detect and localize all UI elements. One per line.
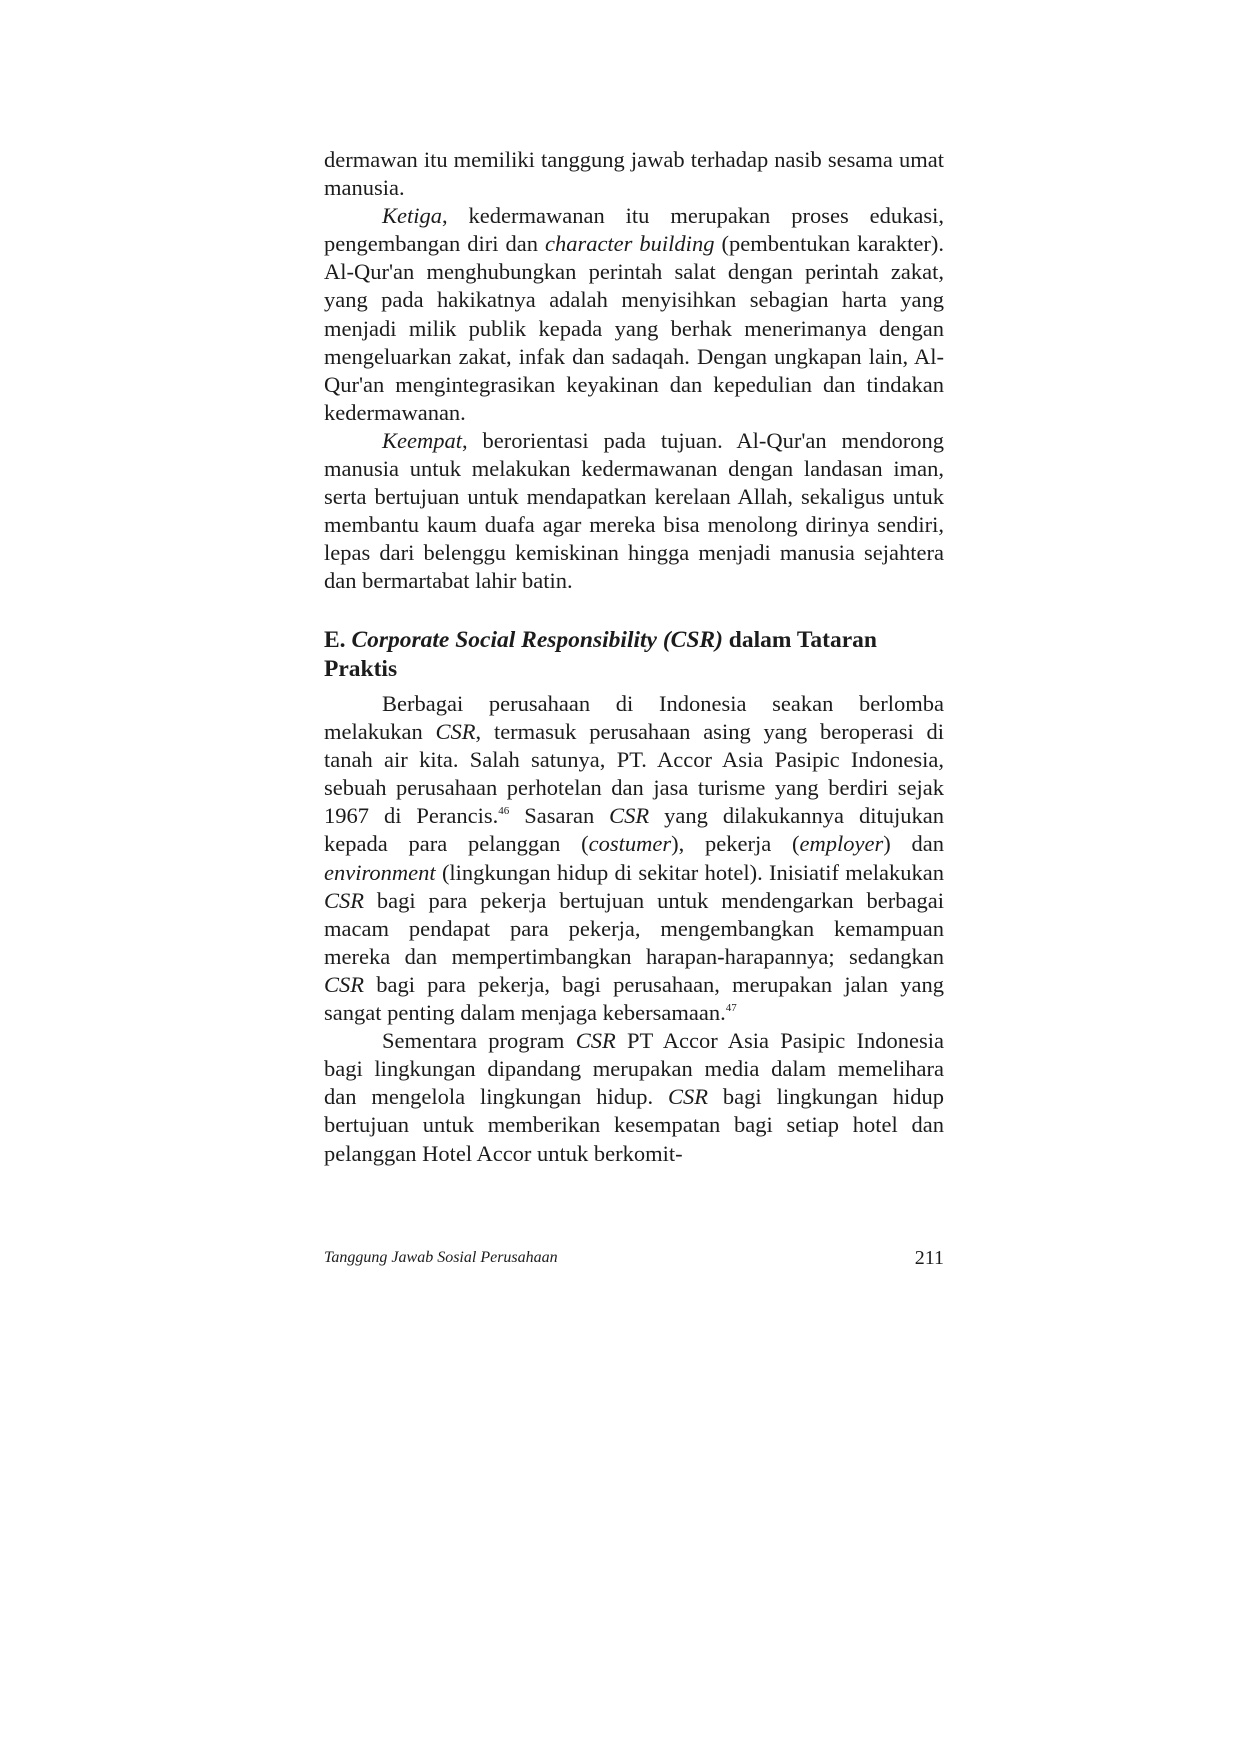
p4-i6: CSR xyxy=(324,887,365,913)
heading-suffix: dalam Tataran Praktis xyxy=(324,627,877,682)
paragraph-2-text-a: , kedermawanan itu merupakan proses edukasi, pengembangan diri dan xyxy=(324,203,944,257)
p4-t9: bagi para pekerja, bagi perusahaan, merupakan jalan yang sangat penting dalam menjaga kebersamaan. xyxy=(324,971,944,1026)
paragraph-1-text: dermawan itu memiliki tanggung jawab terhadap nasib sesama umat manusia. xyxy=(324,147,944,201)
section-e-body xyxy=(324,690,944,1168)
page-footer xyxy=(324,1245,944,1271)
p4-t4: yang dilakukannya ditujukan kepada para pelanggan ( xyxy=(324,803,944,857)
heading-italic: Corporate Social Responsibility (CSR) xyxy=(351,627,723,653)
paragraph-5 xyxy=(324,1027,944,1167)
p4-t3: Sasaran xyxy=(509,803,610,829)
paragraph-3-text: , berorientasi pada tujuan. Al-Qur'an mendorong manusia untuk melakukan kedermawanan dengan landasan iman, serta bertujuan untuk mendapatkan kerelaan Allah, sekaligus untuk membantu kaum duafa agar mereka bisa menolong dirinya sendiri, lepas dari belenggu kemiskinan hingga menjadi manusia sejahtera dan bermartabat lahir batin. xyxy=(324,427,944,594)
paragraph-2-italic: character building xyxy=(544,231,715,257)
heading-prefix: E. xyxy=(324,627,352,653)
p4-t2: , termasuk perusahaan asing yang beroperasi di tanah air kita. Salah satunya, PT. Accor Asia Pasipic Indonesia, sebuah perusahaan perhotelan dan jasa turisme yang berdiri sejak 1967 di Perancis. xyxy=(324,719,945,829)
p4-i4: employer xyxy=(799,831,884,857)
section-heading-e xyxy=(324,626,944,683)
p4-t1: Berbagai perusahaan di Indonesia seakan berlomba melakukan xyxy=(324,691,944,745)
section-d-continuation xyxy=(324,146,944,596)
p4-i7: CSR xyxy=(324,971,365,997)
p4-i5: environment xyxy=(324,859,436,885)
p5-i1: CSR xyxy=(575,1028,616,1054)
paragraph-4 xyxy=(324,690,944,1027)
p4-t7: (lingkungan hidup di sekitar hotel). Inisiatif melakukan xyxy=(435,859,944,885)
footnote-ref-47: 47 xyxy=(725,1002,737,1015)
p4-i3: costumer xyxy=(588,831,672,857)
running-footer-title: Tanggung Jawab Sosial Perusahaan xyxy=(324,1249,558,1266)
p5-t1: Sementara program xyxy=(382,1028,576,1054)
paragraph-2 xyxy=(324,202,944,427)
p5-i2: CSR xyxy=(668,1084,709,1110)
p4-i2: CSR xyxy=(609,803,650,829)
p4-t8: bagi para pekerja bertujuan untuk mendengarkan berbagai macam pendapat para pekerja, mengembangkan kemampuan mereka dan mempertimbangkan harapan-harapannya; sedangkan xyxy=(324,887,944,969)
paragraph-1 xyxy=(324,146,944,202)
paragraph-3 xyxy=(324,427,944,596)
p5-t2: PT Accor Asia Pasipic Indonesia bagi lingkungan dipandang merupakan media dalam memelihara dan mengelola lingkungan hidup. xyxy=(324,1028,944,1110)
page-number: 211 xyxy=(914,1247,944,1269)
p4-i1: CSR xyxy=(435,719,476,745)
paragraph-3-lead: Keempat xyxy=(382,427,462,453)
p4-t5: ), pekerja ( xyxy=(671,831,800,857)
paragraph-2-lead: Ketiga xyxy=(382,203,442,229)
p5-t3: bagi lingkungan hidup bertujuan untuk memberikan kesempatan bagi setiap hotel dan pelanggan Hotel Accor untuk berkomit- xyxy=(324,1084,944,1166)
paragraph-2-text-b: (pembentukan karakter). Al-Qur'an menghubungkan perintah salat dengan perintah zakat, yang pada hakikatnya adalah menyisihkan sebagian harta yang menjadi milik publik kepada yang berhak menerimanya dengan mengeluarkan zakat, infak dan sadaqah. Dengan ungkapan lain, Al-Qur'an mengintegrasikan keyakinan dan kepedulian dan tindakan kedermawanan. xyxy=(324,231,944,425)
p4-t6: ) dan xyxy=(883,831,944,857)
footnote-ref-46: 46 xyxy=(498,805,510,818)
